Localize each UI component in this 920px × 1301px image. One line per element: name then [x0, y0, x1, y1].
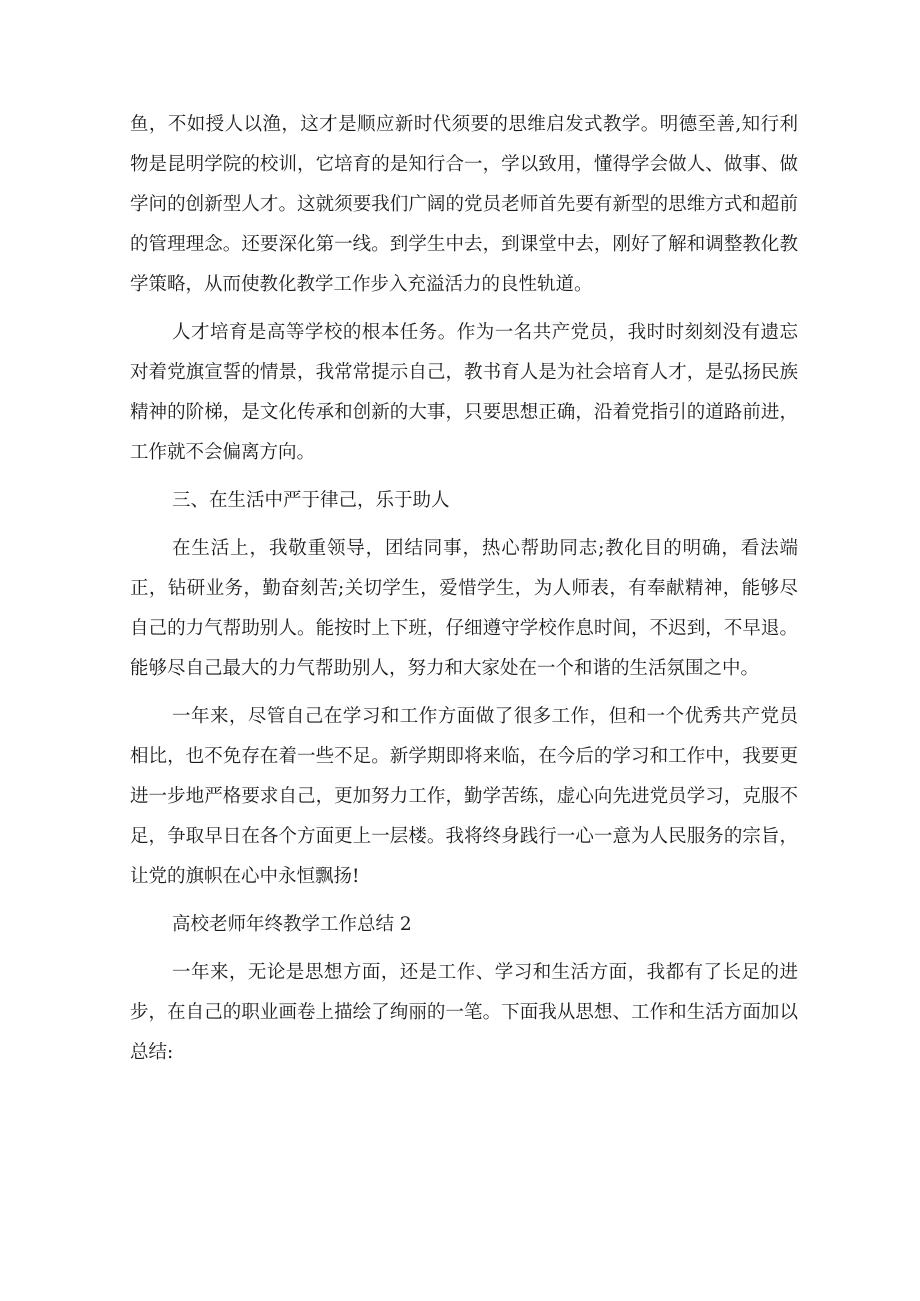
paragraph-life: 在生活上，我敬重领导，团结同事，热心帮助同志;教化目的明确，看法端正，钻研业务，勤奋刻苦;关切学生，爱惜学生，为人师表，有奉献精神，能够尽自己的力气帮助别人。能按时上下班，仔细遵守学校作息时间，不迟到，不早退。能够尽自己最大的力气帮助别人，努力和大家处在一个和谐的生活氛围之中。	[130, 538, 798, 679]
section-heading-life: 三、在生活中严于律己，乐于助人	[172, 490, 450, 511]
document-subtitle: 高校老师年终教学工作总结 2	[172, 914, 412, 935]
paragraph-talent-cultivation: 人才培育是高等学校的根本任务。作为一名共产党员，我时时刻刻没有遗忘对着党旗宣誓的情景，我常常提示自己，教书育人是为社会培育人才，是弘扬民族精神的阶梯，是文化传承和创新的大事，只要思想正确，沿着党指引的道路前进，工作就不会偏离方向。	[130, 322, 798, 463]
paragraph-intro: 一年来，无论是思想方面，还是工作、学习和生活方面，我都有了长足的进步，在自己的职业画卷上描绘了绚丽的一笔。下面我从思想、工作和生活方面加以总结:	[130, 962, 798, 1063]
paragraph-year-summary: 一年来，尽管自己在学习和工作方面做了很多工作，但和一个优秀共产党员相比，也不免存在着一些不足。新学期即将来临，在今后的学习和工作中，我要更进一步地严格要求自己，更加努力工作，勤学苦练，虚心向先进党员学习，克服不足，争取早日在各个方面更上一层楼。我将终身践行一心一意为人民服务的宗旨，让党的旗帜在心中永恒飘扬!	[130, 706, 798, 887]
paragraph-continuation: 鱼，不如授人以渔，这才是顺应新时代须要的思维启发式教学。明德至善,知行利物是昆明学院的校训，它培育的是知行合一，学以致用，懂得学会做人、做事、做学问的创新型人才。这就须要我们广阔的党员老师首先要有新型的思维方式和超前的管理理念。还要深化第一线。到学生中去，到课堂中去，刚好了解和调整教化教学策略，从而使教化教学工作步入充溢活力的良性轨道。	[130, 114, 798, 295]
document-body	[130, 105, 798, 1073]
